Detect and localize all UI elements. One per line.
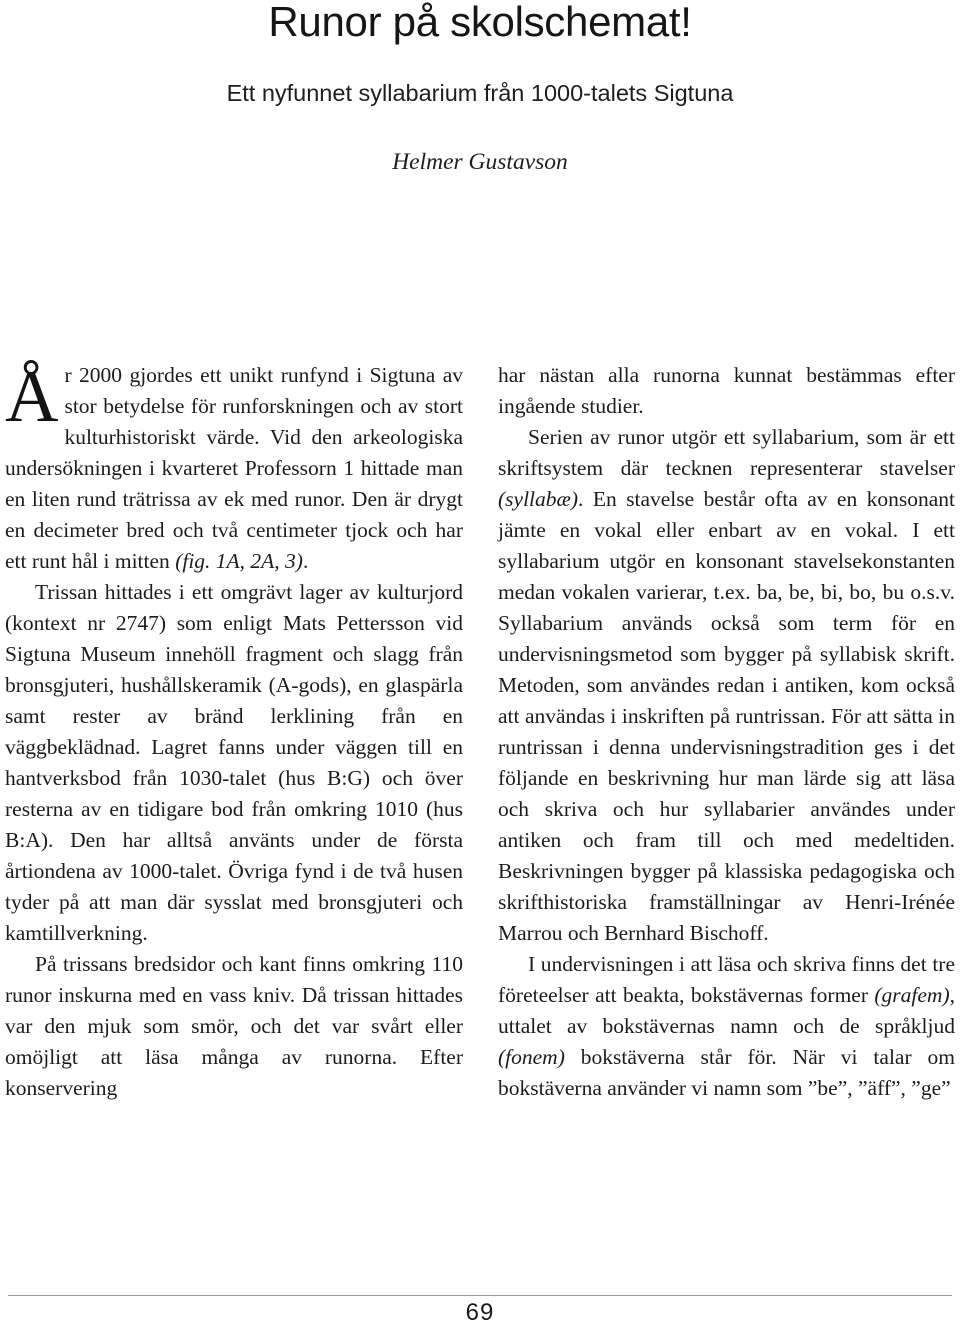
paragraph-intro [5,356,463,577]
paragraph-runes: På trissans bredsidor och kant finns omkring 110 runor inskurna med en vass kniv. Då trissan hittades var den mjuk som smör, och det var svårt eller omöjligt att läsa många av runorna. Efter konservering [5,952,463,1100]
figure-reference: (fig. 1A, 2A, 3) [175,549,303,573]
paragraph-intro-end: . [302,549,309,573]
article-title: Runor på skolschemat! [268,0,692,45]
paragraph-teaching-text-a: I undervisningen i att läsa och skriva finns det tre företeelser att beakta, bokstävernas former [498,952,955,1007]
paragraph-find-context: Trissan hittades i ett omgrävt lager av kulturjord (kontext nr 2747) som enligt Mats Pettersson vid Sigtuna Museum innehöll fragment och slagg från bronsgjuteri, hushållskeramik (A-gods), en glaspärla samt rester av bränd lerklining från en väggbeklädnad. Lagret fanns under väggen till en hantverksbod från 1030-talet (hus B:G) och över resterna av en tidigare bod från omkring 1010 (hus B:A). Den har alltså använts under de första årtiondena av 1000-talet. Övriga fynd i de två husen tyder på att man där sysslat med bronsgjuteri och kamtillverkning. [5,580,463,945]
paragraph-syllabarium [498,422,955,949]
left-column [5,356,463,1104]
drop-cap: Å [5,356,59,438]
page-number: 69 [465,1299,495,1326]
paragraph-intro-text: r 2000 gjordes ett unikt runfynd i Sigtuna av stor betydelse för runforskningen och av stort kulturhistoriskt värde. Vid den arkeologiska undersökningen i kvarteret Professorn 1 hittade man en liten rund trätrissa av ek med runor. Den är drygt en decimeter bred och två centimeter tjock och har ett runt hål i mitten [5,363,463,573]
right-column [498,360,955,1104]
footer-divider [8,1295,952,1296]
paragraph-syllabarium-text-a: Serien av runor utgör ett syllabarium, som är ett skriftsystem där tecknen representerar stavelser [498,425,955,480]
paragraph-syllabarium-text-b: . En stavelse består ofta av en konsonant jämte en vokal eller enbart av en vokal. I ett syllabarium utgör en konsonant stavelsekonstanten medan vokalen varierar, t.ex. ba, be, bi, bo, bu o.s.v. Syllabarium används också som term för en undervisningsmetod som bygger på syllabisk skrift. Metoden, som användes redan i antiken, kom också att användas i inskriften på runtrissan. För att sätta in runtrissan i denna undervisningstradition ges i det följande en beskrivning hur man lärde sig att läsa och skriva och hur syllabarier användes under antiken och fram till och med medeltiden. Beskrivningen bygger på klassiska pedagogiska och skrifthistoriska framställningar av Henri-Irénée Marrou och Bernhard Bischoff. [498,487,955,945]
term-fonem: (fonem) [498,1045,565,1069]
paragraph-teaching [498,949,955,1104]
term-grafem: (grafem) [874,983,950,1007]
paragraph-teaching-text-b: , uttalet av bokstävernas namn och de språkljud [498,983,955,1038]
paragraph-continuation: har nästan alla runorna kunnat bestämmas efter ingående studier. [498,363,955,418]
article-subtitle: Ett nyfunnet syllabarium från 1000-talets Sigtuna [226,80,734,106]
author-name: Helmer Gustavson [392,149,568,175]
paragraph-teaching-text-c: bokstäverna står för. När vi talar om bokstäverna använder vi namn som ”be”, ”äff”, ”ge” [498,1045,955,1100]
term-syllabae: (syllabæ) [498,487,579,511]
